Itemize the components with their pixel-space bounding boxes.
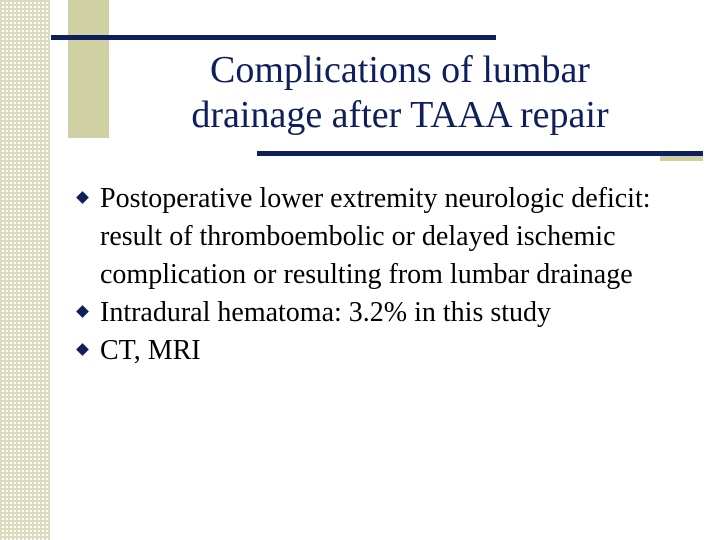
bullet-item (76, 332, 686, 370)
bottom-rule-accent (660, 156, 703, 161)
title-line-2: drainage after TAAA repair (191, 94, 609, 136)
bullet-item (76, 180, 686, 294)
diamond-bullet-icon (76, 305, 89, 318)
bullet-list (76, 180, 686, 370)
bullet-text: Intradural hematoma: 3.2% in this study (100, 297, 552, 328)
decorative-side-pattern (0, 0, 50, 540)
bottom-rule (257, 151, 703, 156)
slide-title (120, 48, 680, 138)
diamond-bullet-icon (76, 343, 89, 356)
bullet-item (76, 294, 686, 332)
title-line-1: Complications of lumbar (210, 49, 590, 91)
decorative-title-block (68, 0, 109, 138)
top-rule (51, 35, 496, 40)
diamond-bullet-icon (76, 191, 89, 204)
bullet-text: CT, MRI (100, 335, 201, 366)
bullet-text: Postoperative lower extremity neurologic deficit: result of thromboembolic or delayed ischemic complication or resulting from lumbar drainage (100, 183, 651, 290)
